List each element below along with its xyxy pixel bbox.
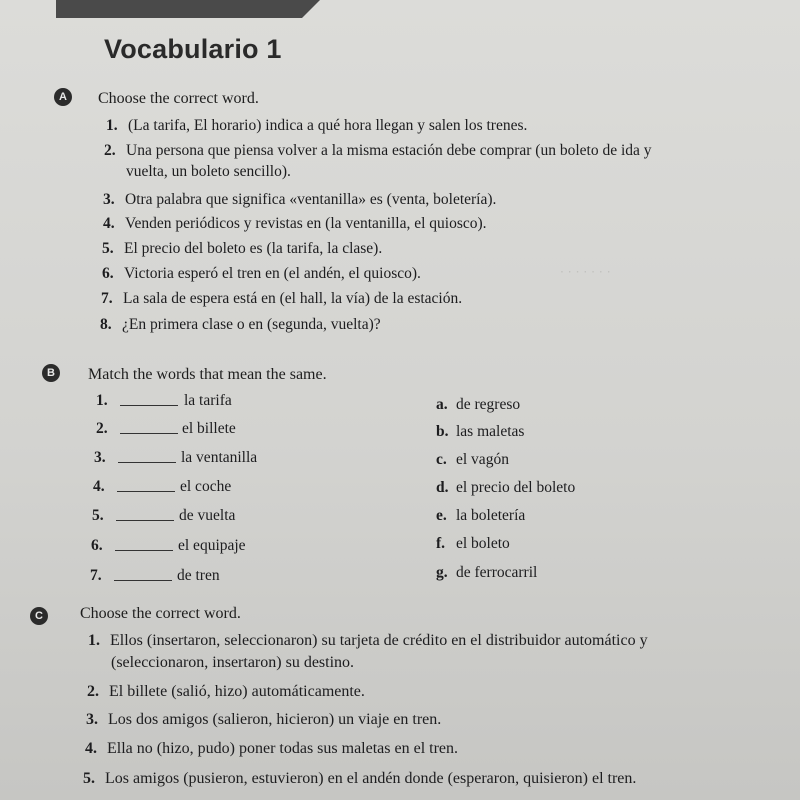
- answer-blank[interactable]: [116, 520, 174, 521]
- item-number: 3.: [103, 191, 115, 208]
- match-right-item: [436, 564, 537, 582]
- item-letter: e.: [436, 507, 447, 524]
- match-left-term: de tren: [177, 567, 220, 584]
- bleed-through-text: . . . . . . .: [560, 268, 611, 284]
- item-number: 1.: [106, 117, 118, 134]
- item-number: 5.: [83, 770, 95, 787]
- item-text-continued: vuelta, un boleto sencillo).: [126, 163, 291, 180]
- item-letter: f.: [436, 535, 446, 552]
- match-left-term: el equipaje: [178, 537, 246, 554]
- item-text: el boleto: [456, 535, 510, 552]
- match-left-item: [93, 478, 115, 496]
- item-text-continued: (seleccionaron, insertaron) su destino.: [111, 654, 355, 671]
- answer-blank[interactable]: [117, 491, 175, 492]
- item-letter: g.: [436, 564, 448, 581]
- item-letter: c.: [436, 451, 447, 468]
- match-left-item: [96, 392, 118, 410]
- section-a-item: [101, 290, 462, 308]
- item-number: 7.: [90, 567, 102, 584]
- item-text: (La tarifa, El horario) indica a qué hora llegan y salen los trenes.: [128, 117, 528, 134]
- match-left-term: el billete: [182, 420, 236, 437]
- section-a-item: [103, 215, 487, 233]
- item-number: 4.: [85, 740, 97, 757]
- item-text: Ella no (hizo, pudo) poner todas sus maletas en el tren.: [107, 740, 459, 757]
- answer-blank[interactable]: [120, 433, 178, 434]
- item-number: 8.: [100, 316, 112, 333]
- item-number: 6.: [91, 537, 103, 554]
- match-left-term: el coche: [180, 478, 232, 495]
- match-right-item: [436, 535, 510, 553]
- item-text: La sala de espera está en (el hall, la vía) de la estación.: [123, 290, 463, 307]
- item-text: el precio del boleto: [456, 479, 576, 496]
- item-text: Otra palabra que significa «ventanilla» es (venta, boletería).: [125, 191, 497, 208]
- item-text: ¿En primera clase o en (segunda, vuelta)?: [122, 316, 381, 333]
- item-number: 1.: [96, 392, 108, 409]
- item-text: las maletas: [456, 423, 525, 440]
- item-text: Los amigos (pusieron, estuvieron) en el andén donde (esperaron, quisieron) el tren.: [105, 770, 637, 787]
- section-a-item: [103, 191, 496, 209]
- section-a-badge: A: [54, 88, 72, 106]
- match-right-item: [436, 451, 509, 469]
- match-left-item: [96, 420, 118, 438]
- item-number: 3.: [94, 449, 106, 466]
- match-left-item: [91, 537, 113, 555]
- section-a-instruction: Choose the correct word.: [98, 90, 259, 107]
- section-a-item: [102, 240, 382, 258]
- match-left-term: la tarifa: [184, 392, 232, 409]
- section-c-instruction: Choose the correct word.: [80, 605, 241, 622]
- item-number: 5.: [92, 507, 104, 524]
- match-left-term: de vuelta: [179, 507, 236, 524]
- item-number: 3.: [86, 711, 98, 728]
- item-text: El precio del boleto es (la tarifa, la clase).: [124, 240, 383, 257]
- section-c-item: [88, 632, 648, 650]
- answer-blank[interactable]: [115, 550, 173, 551]
- match-left-term: la ventanilla: [181, 449, 258, 466]
- match-right-item: [436, 396, 520, 414]
- item-text: Ellos (insertaron, seleccionaron) su tarjeta de crédito en el distribuidor automático y: [110, 632, 648, 649]
- section-a-item: [104, 142, 652, 160]
- item-number: 7.: [101, 290, 113, 307]
- section-a-item: [106, 117, 527, 135]
- section-c-item: [83, 770, 636, 788]
- item-number: 5.: [102, 240, 114, 257]
- item-text: la boletería: [456, 507, 526, 524]
- match-left-item: [94, 449, 116, 467]
- item-text: Venden periódicos y revistas en (la ventanilla, el quiosco).: [125, 215, 487, 232]
- item-number: 4.: [103, 215, 115, 232]
- page-title: Vocabulario 1: [104, 34, 282, 64]
- section-b-badge: B: [42, 364, 60, 382]
- match-right-item: [436, 507, 525, 525]
- item-number: 2.: [96, 420, 108, 437]
- item-text: de regreso: [456, 396, 521, 413]
- item-letter: b.: [436, 423, 449, 440]
- item-text: el vagón: [456, 451, 509, 468]
- item-number: 1.: [88, 632, 100, 649]
- item-number: 6.: [102, 265, 114, 282]
- answer-blank[interactable]: [118, 462, 176, 463]
- item-number: 2.: [87, 683, 99, 700]
- item-text: Una persona que piensa volver a la misma estación debe comprar (un boleto de ida y: [126, 142, 652, 159]
- section-a-item: [102, 265, 421, 283]
- section-b-instruction: Match the words that mean the same.: [88, 366, 327, 383]
- item-letter: a.: [436, 396, 448, 413]
- item-text: El billete (salió, hizo) automáticamente.: [109, 683, 365, 700]
- section-c-item: [87, 683, 365, 701]
- item-number: 4.: [93, 478, 105, 495]
- answer-blank[interactable]: [120, 405, 178, 406]
- match-left-item: [92, 507, 114, 525]
- item-text: Los dos amigos (salieron, hicieron) un viaje en tren.: [108, 711, 442, 728]
- section-a-item: [100, 316, 381, 334]
- item-number: 2.: [104, 142, 116, 159]
- item-text: Victoria esperó el tren en (el andén, el quiosco).: [124, 265, 421, 282]
- match-right-item: [436, 423, 524, 441]
- section-c-item: [85, 740, 458, 758]
- item-letter: d.: [436, 479, 449, 496]
- match-right-item: [436, 479, 575, 497]
- section-c-item: [86, 711, 441, 729]
- match-left-item: [90, 567, 112, 585]
- answer-blank[interactable]: [114, 580, 172, 581]
- item-text: de ferrocarril: [456, 564, 538, 581]
- page-header-tab: [56, 0, 302, 18]
- section-c-badge: C: [30, 607, 48, 625]
